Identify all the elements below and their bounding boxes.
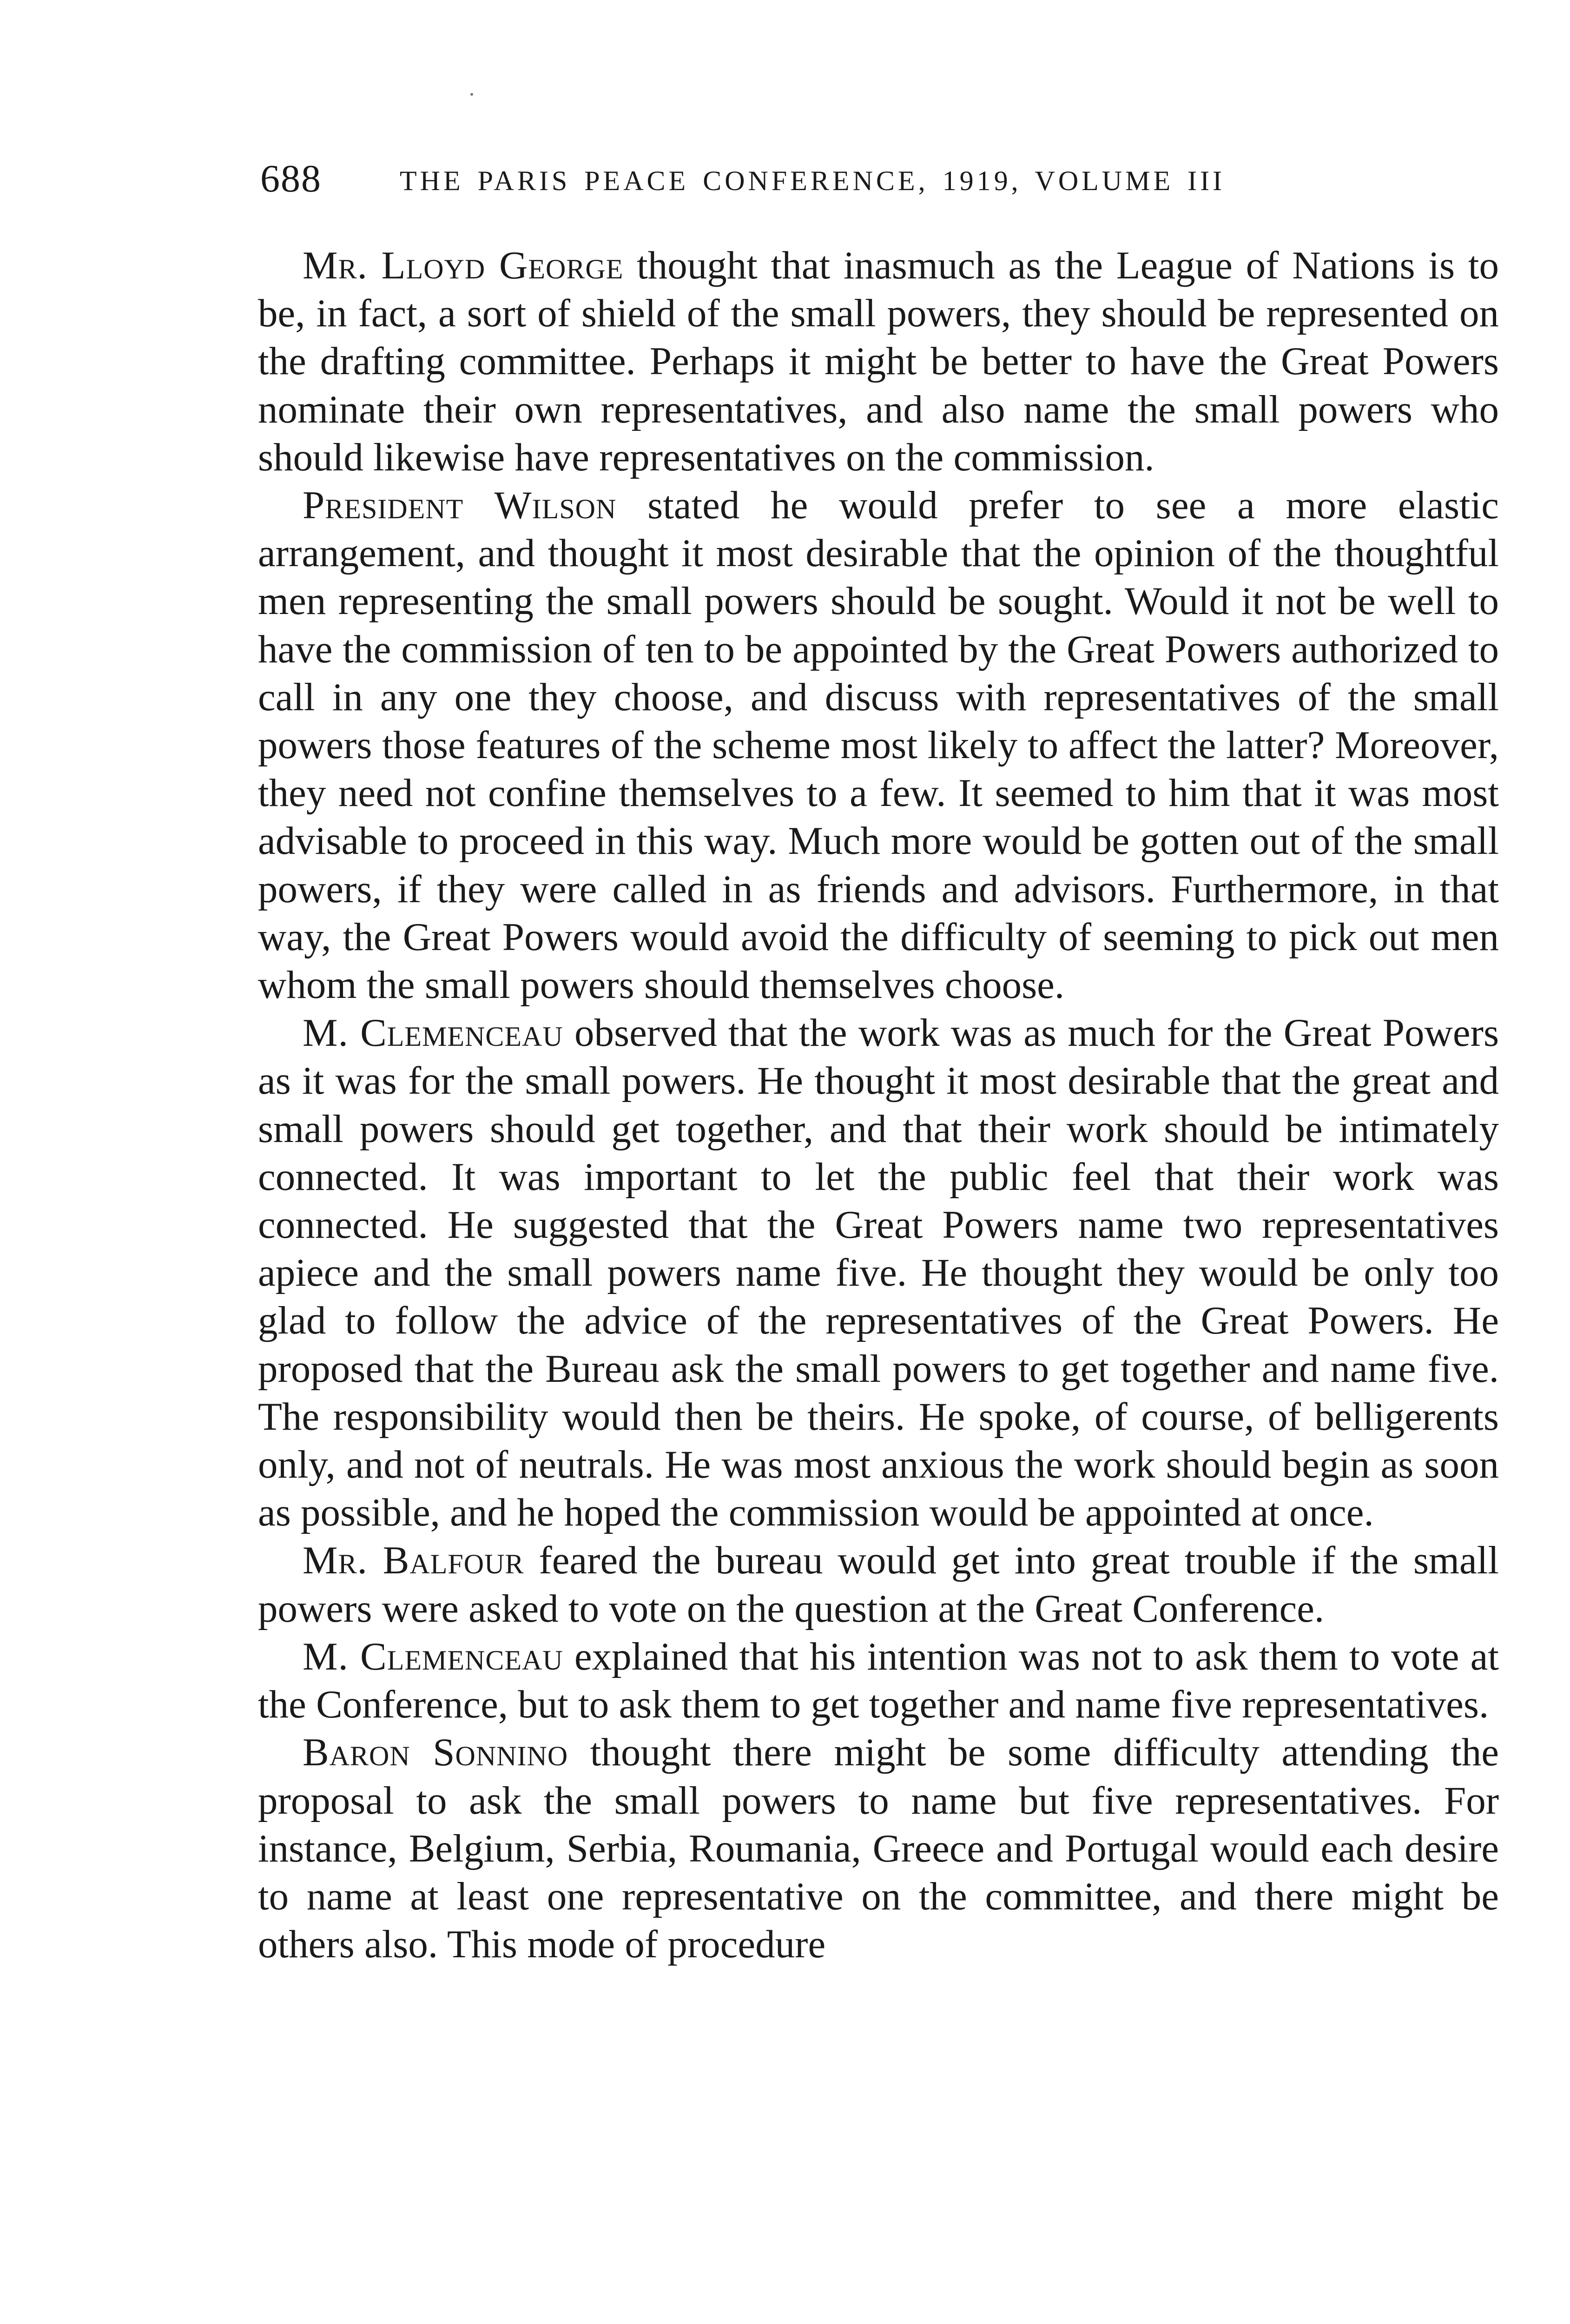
paragraph-wilson	[258, 482, 1499, 1009]
page-number: 688	[260, 157, 322, 200]
paragraph-text: observed that the work was as much for the Great Powers as it was for the small powers. He thought it most desirable that the great and small powers should get together, and that their work should be intimately connected. It was important to let the public feel that their work was connected. He suggested that the Great Powers name two representatives apiece and the small powers name five. He thought they would be only too glad to follow the advice of the representatives of the Great Powers. He proposed that the Bureau ask the small powers to get together and name five. The responsibility would then be theirs. He spoke, of course, of belligerents only, and not of neutrals. He was most anxious the work should begin as soon as possible, and he hoped the commission would be appointed at once.	[258, 1011, 1499, 1535]
paragraph-text: stated he would prefer to see a more elastic arrangement, and thought it most desirable that the opinion of the thoughtful men representing the small powers should be sought. Would it not be well to have the commission of ten to be appointed by the Great Powers authorized to call in any one they choose, and discuss with representatives of the small powers those features of the scheme most likely to affect the latter? Moreover, they need not confine themselves to a few. It seemed to him that it was most advisable to proceed in this way. Much more would be gotten out of the small powers, if they were called in as friends and advisors. Furthermore, in that way, the Great Powers would avoid the difficulty of seeming to pick out men whom the small powers should themselves choose.	[258, 483, 1499, 1007]
paragraph-text: thought there might be some difficulty attending the proposal to ask the small powers to name but five representatives. For instance, Belgium, Serbia, Roumania, Greece and Portugal would each desire to name at least one representative on the committee, and there might be others also. This mode of procedure	[258, 1730, 1499, 1967]
paragraph-clemenceau-2	[258, 1633, 1499, 1729]
body-text	[258, 242, 1499, 1968]
speaker-name: M. Clemenceau	[303, 1011, 563, 1055]
paragraph-sonnino	[258, 1729, 1499, 1968]
page-header	[260, 153, 1497, 209]
paragraph-clemenceau-1	[258, 1009, 1499, 1537]
speaker-name: Mr. Lloyd George	[303, 244, 624, 287]
paragraph-lloyd-george	[258, 242, 1499, 482]
paragraph-balfour	[258, 1537, 1499, 1632]
paragraph-text: feared the bureau would get into great trouble if the small powers were asked to vote on the question at the Great Conference.	[258, 1538, 1499, 1631]
paragraph-text: thought that inasmuch as the League of Nations is to be, in fact, a sort of shield of the small powers, they should be represented on the drafting committee. Perhaps it might be better to have the Great Powers nominate their own representatives, and also name the small powers who should likewise have representatives on the commission.	[258, 244, 1499, 479]
scan-speck	[470, 93, 473, 96]
paragraph-text: explained that his intention was not to ask them to vote at the Conference, but to ask them to get together and name five representatives.	[258, 1634, 1499, 1727]
speaker-name: President Wilson	[303, 483, 617, 528]
speaker-name: Baron Sonnino	[303, 1730, 568, 1775]
running-title: THE PARIS PEACE CONFERENCE, 1919, VOLUME III	[400, 165, 1226, 196]
speaker-name: Mr. Balfour	[303, 1538, 524, 1583]
speaker-name: M. Clemenceau	[303, 1634, 563, 1678]
